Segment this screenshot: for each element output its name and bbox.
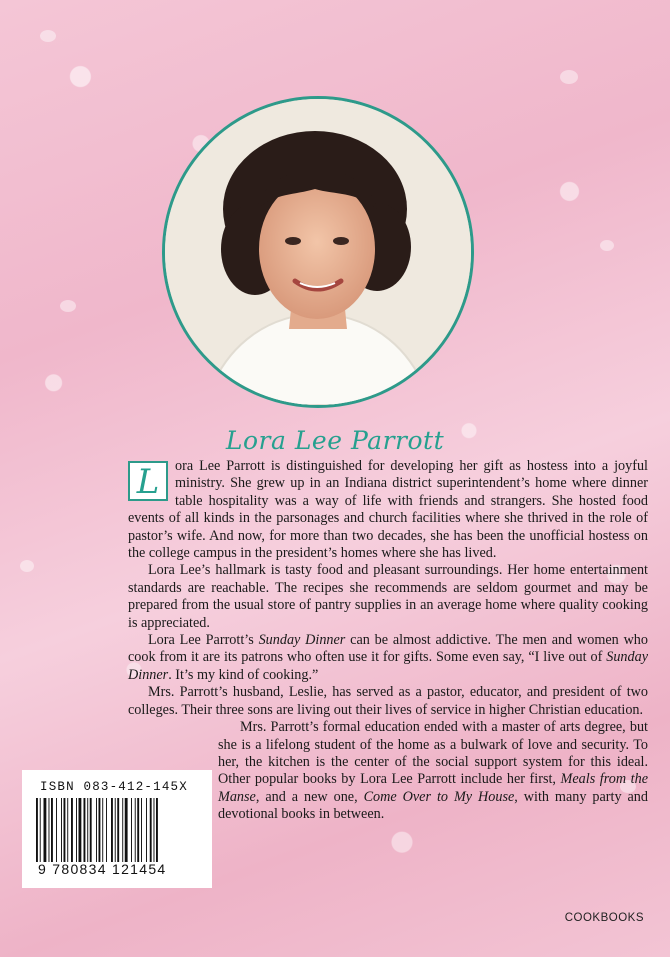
barcode-bar	[106, 798, 107, 862]
blossom-decoration	[60, 300, 76, 312]
blossom-decoration	[20, 560, 34, 572]
barcode-bar	[150, 798, 152, 862]
barcode-bar	[125, 798, 128, 862]
author-name: Lora Lee Parrott	[225, 426, 445, 455]
barcode-bar	[156, 798, 158, 862]
barcode-bar	[102, 798, 103, 862]
barcode-bar	[84, 798, 86, 862]
barcode-bar	[117, 798, 119, 862]
barcode-bar	[49, 798, 50, 862]
barcode-bar	[44, 798, 47, 862]
barcode-bar	[96, 798, 97, 862]
barcode-bar	[51, 798, 53, 862]
blossom-decoration	[560, 70, 578, 84]
barcode-bar	[99, 798, 101, 862]
category-label: COOKBOOKS	[564, 912, 644, 924]
barcode-bar	[61, 798, 62, 862]
bio-paragraph: Mrs. Parrott’s husband, Leslie, has served as a pastor, educator, and president of two colleges. Their three sons are living out their lives of service in higher Christian education.	[128, 684, 648, 718]
barcode-bar	[71, 798, 73, 862]
barcode-digits: 9 780834 121454	[38, 861, 167, 877]
barcode-bar	[87, 798, 88, 862]
barcode-bar	[90, 798, 92, 862]
barcode-bar	[40, 798, 41, 862]
barcode-bar	[36, 798, 38, 862]
barcode-bar	[111, 798, 113, 862]
barcode-bar	[131, 798, 132, 862]
author-portrait	[162, 96, 474, 408]
bio-paragraph: Mrs. Parrott’s formal education ended with a master of arts degree, but she is a lifelong student of the home as a bulwark of love and security. To her, the kitchen is the center of the social support system for this ideal. Other popular books by Lora Lee Parrott include her first, Meals from the Manse, and a new one, Come Over to My House, with many party and devotional books in between.	[218, 719, 649, 823]
barcode-bar	[56, 798, 57, 862]
bio-paragraph: Lora Lee Parrott’s Sunday Dinner can be almost addictive. The men and women who cook from it are its patrons who often use it for gifts. Some even say, “I live out of Sunday Dinner. It’s my kind of cooking.”	[128, 632, 648, 683]
barcode-bar	[76, 798, 77, 862]
barcode-bar	[135, 798, 136, 862]
bio-paragraph: Lora Lee’s hallmark is tasty food and pleasant surroundings. Her home entertainment standards are reachable. The recipes she recommends are seldom gourmet and may be prepared from the usual store of pantry supplies in an average home where quality cooking is appreciated.	[128, 562, 648, 631]
barcode-bar	[146, 798, 147, 862]
blossom-decoration	[600, 240, 614, 251]
barcode-bar	[122, 798, 123, 862]
barcode-bars	[36, 798, 196, 862]
barcode-bar	[64, 798, 66, 862]
barcode-bar	[67, 798, 68, 862]
author-bio	[128, 458, 648, 824]
barcode-bar	[154, 798, 155, 862]
barcode-bar	[115, 798, 116, 862]
blossom-decoration	[40, 30, 56, 42]
barcode-bar	[79, 798, 82, 862]
bio-paragraph: L ora Lee Parrott is distinguished for developing her gift as hostess into a joyful ministry. She grew up in an Indiana district superintendent’s home where dinner table hospitality was a way of life with friends and strangers. She hosted food events of all kinds in the parsonages and church facilities where she thrived in the role of pastor’s wife. And now, for more than two decades, she has been the unofficial hostess on the college campus in the president’s homes where she has lived.	[128, 458, 648, 562]
barcode-bar	[141, 798, 142, 862]
isbn-text: ISBN 083-412-145X	[40, 780, 188, 794]
drop-cap: L	[128, 461, 168, 501]
barcode-bar	[137, 798, 139, 862]
